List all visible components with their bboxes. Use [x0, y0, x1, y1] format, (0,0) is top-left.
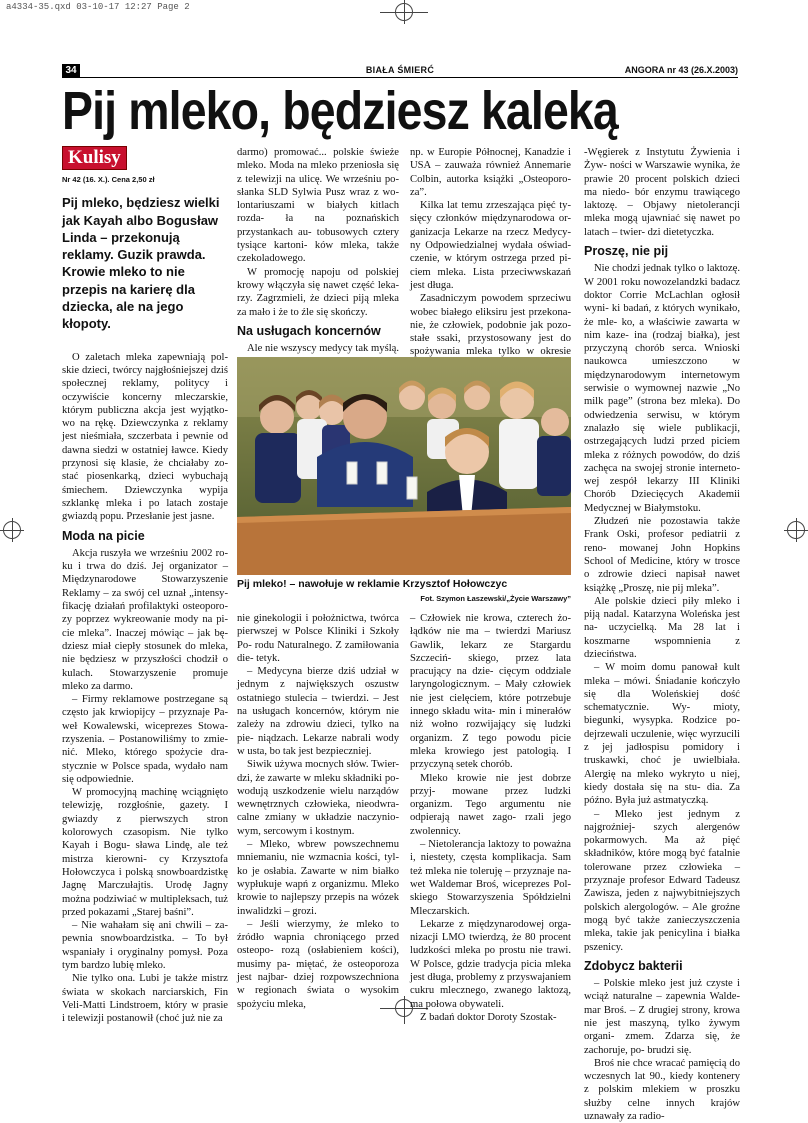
paragraph: Siwik używa mocnych słów. Twier- dzi, że zawarte w mleku składniki po- wodują uszkodzenie wielu narządów wewnętrznych człowieka, nieodwra- calne zmiany w układzie naczynio- wym, sercowym i kostnym.: [237, 759, 399, 837]
column-3-top: [410, 146, 571, 372]
paragraph: np. w Europie Północnej, Kanadzie i USA – zauważa również Annemarie Colbin, autorka książki „Osteoporo- za”.: [410, 147, 571, 198]
photo-illustration: [237, 357, 571, 575]
page-title: Pij mleko, będziesz kaleką: [62, 81, 618, 141]
column-4: [584, 146, 740, 1123]
paragraph: – Jeśli wierzymy, że mleko to źródło wapnia chroniącego przed osteopo- rozą (osłabieniem kości), musimy pa- miętać, że osteoporoza jest najbar- dziej rozpowszechniona w regionach świata o wysokim spożyciu mleka,: [237, 918, 399, 1010]
running-header: [62, 64, 738, 78]
paragraph: W promocyjną machinę wciągnięto telewizję, rozgłośnie, gazety. I gwiazdy z pierwszych stron kolorowych czasopism. Nie tylko Kayah i Bogu- sława Lindę, ale też mistrza kierowni- cy Krzysztofa Hołowczyca i polską snowboardzistkę Jagnę Marczułajtis. Urodę Jagny można podziwiać w multipleksach, tuż przed pokazami „Starej baśni”.: [62, 787, 228, 918]
column-3-bottom: [410, 612, 571, 1024]
paragraph: – W moim domu panował kult mleka – mówi. Śniadanie kończyło się dla Woleńskiej dość schematycznie. Wy- mioty, biegunki, wysypka. Rodzice po- dejrzewali uczulenie, więc wyrzucili z jej jadłospisu pomidory i truskawki, choć je uwielbiała. Alergię na mleko wykryto u niej, kiedy dostała się na stu- dia. Za późno. Była już astmatyczką.: [584, 662, 740, 807]
paragraph: -Węgierek z Instytutu Żywienia i Żyw- ności w Warszawie wynika, że prawie 20 procent polskich dzieci ma niedo- bór enzymu trawiącego laktozę. – Objawy nietolerancji mleka mogą ujawniać się nawet po latach – twier- dzi dietetyczka.: [584, 147, 740, 238]
column-1: [62, 146, 228, 1026]
paragraph: – Nie wahałam się ani chwili – za- pewnia snowboardzistka. – To był wspaniały i oryginalny pomysł. Poza tym bardzo lubię mleko.: [62, 920, 228, 972]
paragraph: nie ginekologii i położnictwa, twórca pierwszej w Polsce Kliniki i Szkoły Po- rodu Naturalnego. Z zamiłowania die- tetyk.: [237, 613, 399, 664]
file-slug: a4334-35.qxd 03-10-17 12:27 Page 2: [6, 2, 190, 12]
paragraph: Nie chodzi jednak tylko o laktozę. W 2001 roku nowozelandzki badacz doktor Corrie McLachlan ogłosił wyni- ki badań, z których wynikało, że mle- ko, a właściwie zawarta w nim kaze- ina (rodzaj białka), jest przyczyną chorób serca. Wnioski naukowca umieszczono w międzynarodowym internetowym serwisie o wymownej nazwie „No milk page” (strona bez mleka). Do odwiedzenia serwisu, w którym znalazło się wiele publikacji, ostrzegających ludzi przed piciem mleka z różnych powodów, do dziś zachęca na swojej stronie interneto- wej zespół lekarzy III Kliniki Chorób Dziecięcych Akademii Medycznej w Białymstoku.: [584, 263, 740, 514]
paragraph: Złudzeń nie pozostawia także Frank Oski, profesor pediatrii z reno- mowanej John Hopkins School of Medicine, który w trosce o zdrowie dzieci napisał nawet książkę „Proszę, nie pij mleka”.: [584, 516, 740, 594]
paragraph: Kilka lat temu zrzeszająca pięć ty- sięcy członków międzynarodowa or- ganizacja Lekarze na rzecz Medycy- ny Odpowiedzialnej wydała oświad- czenie, w którym ostrzega przed pi- ciem mleka. Lista przeciwwskazań jest długa.: [410, 200, 571, 291]
paragraph: – Człowiek nie krowa, czterech żo- łądków nie ma – twierdzi Mariusz Gawlik, lekarz ze Stargardu Szczeciń- skiego, przez lata pracujący na dzie- cięcym oddziale laryngologicznym. – Mały człowiek nie jest cielęciem, które potrzebuje innego składu wita- min i minerałów niż wołno rozwijający się ludzki organizm. Z tego powodu picie mleka krowiego jest patologią. I przyczyną setek chorób.: [410, 613, 571, 771]
paragraph: Lekarze z międzynarodowej orga- nizacji LMO twierdzą, że 80 procent ludzkości mleka po prostu nie trawi. W Polsce, gdzie tradycja picia mleka jest długa, problemy z przyswajaniem cukru mlecznego, zwanego laktozą, ma połowa obywateli.: [410, 918, 571, 1010]
photo-credit: Fot. Szymon Łaszewski/„Życie Warszawy”: [420, 594, 571, 603]
paragraph: Ale nie wszyscy medycy tak myślą.: [247, 343, 399, 355]
paragraph: W promocję napoju od polskiej krowy włączyła się nawet część leka- rzy. Zagrzmieli, że dzieci piją mleka za mało i że to źle się skończy.: [237, 266, 399, 318]
paragraph: Z badań doktor Doroty Szostak-: [420, 1011, 557, 1023]
paragraph: – Mleko jest jednym z najgroźniej- szych alergenów pokarmowych. Ma aż pięć składników, które mogą być fatalnie tolerowane przez człowieka – przyznaje profesor Edward Tadeusz Zawisza, jeden z najwybitniejszych polskich alergologów. – Ale groźne mogą być także zanieczyszczenia mleka, takie jak penicylina i białka pszenicy.: [584, 808, 740, 953]
registration-mark: [787, 521, 805, 539]
paragraph: darmo) promować... polskie świeże mleko. Moda na mleko przeniosła się z telewizji na ulicę. We wrześniu po- słanka SLD Sylwia Pusz wraz z wo- lontariuszami w białych kitlach rozda- ła na poznańskich przystankach au- tobusowych cztery tysiące kartoni- ków mleka, także czekoladowego.: [237, 147, 399, 265]
issue-info: ANGORA nr 43 (26.X.2003): [624, 65, 738, 75]
paragraph: Nie tylko ona. Lubi je także mistrz świata w skokach narciarskich, Fin Veli-Matti Lindstroem, który w prasie i telewizji postanowił (choć już nie za: [62, 973, 228, 1025]
source-caption: Nr 42 (16. X.). Cena 2,50 zł: [62, 175, 155, 184]
paragraph: – Mleko, wbrew powszechnemu mniemaniu, nie wzmacnia kości, tyl- ko je osłabia. Zawarte w nim białko wypłukuje wapń z organizmu. Mleko krowie to najlepszy przepis na wózek inwalidzki – grozi.: [237, 839, 399, 917]
lead-paragraph: Pij mleko, będziesz wielki jak Kayah albo Bogusław Linda – przekonują reklamy. Guzik prawda. Krowie mleko to nie przepis na karierę dla dziecka, ale na jego kłopoty.: [62, 195, 220, 332]
paragraph: O zaletach mleka zapewniają pol- skie dzieci, twórcy najgłośniejszej dziś społecznej reklamy, politycy i oczywiście koncerny mleczarskie, którym publiczna akcja jest wyjątko- wo na rękę. Dziewczynka z reklamy jest nieśmiała, szczerbata i pewnie od dawna siedzi w ostatniej ławce. Kiedy przynosi się klasie, że chciałaby zo- stać piosenkarką, dzieci wybuchają śmiechem. Dziewczynka wypija szklankę mleka i po latach zostaje gwiazdą popu. Przesłanie jest jasne.: [62, 351, 228, 523]
paragraph: Broś nie chce wracać pamięcią do wczesnych lat 90., kiedy kontenery z polskim mlekiem w proszku służby celne innych krajów uznawały za radio-: [584, 1057, 740, 1123]
subheading: Proszę, nie pij: [584, 244, 669, 259]
section-name: BIAŁA ŚMIERĆ: [365, 65, 435, 75]
column-2-top: [237, 146, 399, 382]
paragraph: – Polskie mleko jest już czyste i wciąż naturalne – zapewnia Walde- mar Broś. – Z drugiej strony, krowa nie jest maszyną, tylko żywym organi- zmem. Zdarza się, że zachoruje, po- brudzi się.: [584, 978, 740, 1056]
paragraph: – Nietolerancja laktozy to poważna i, niestety, częsta komplikacja. Sam też mleka nie toleruję – przyznaje na- wet Waldemar Broś, wiceprezes Pol- skiego Stowarzyszenia Spółdzielni Mleczarskich.: [410, 839, 571, 917]
registration-mark: [3, 521, 21, 539]
paragraph: Ale polskie dzieci piły mleko i piją nadal. Katarzyna Woleńska jest na- uczycielką. Ma 28 lat i koszmarne wspomnienia z dzieciństwa.: [584, 595, 740, 660]
article-photo: [237, 357, 571, 575]
source-logo: Kulisy: [62, 146, 127, 170]
column-2-bottom: [237, 612, 399, 1011]
page-number: 34: [62, 64, 80, 78]
subheading: Moda na picie: [62, 528, 145, 543]
photo-caption: Pij mleko! – nawołuje w reklamie Krzysztof Hołowczyc: [237, 578, 508, 590]
subheading: Zdobycz bakterii: [584, 958, 683, 973]
paragraph: Mleko krowie nie jest dobrze przyj- mowane przez ludzki organizm. Tego argumentu nie odpierają nawet zago- rzali jego zwolennicy.: [410, 772, 571, 837]
registration-mark: [395, 3, 413, 21]
paragraph: – Firmy reklamowe postrzegane są często jak krwiopijcy – przyznaje Pa- weł Kowalewski, wiceprezes Stowa- rzyszenia. – Postanowiliśmy to zmie- nić. Mleko, którego spożycie dra- stycznie w Polsce spada, wydało nam się odpowiednie.: [62, 694, 228, 785]
paragraph: Zasadniczym powodem sprzeciwu wobec białego eliksiru jest przekona- nie, że człowiek, podobnie jak pozo- stałe ssaki, przystosowany jest do spożywania mleka tylko w okresie: [410, 293, 571, 358]
subheading: Na usługach koncernów: [237, 323, 381, 338]
paragraph: Akcja ruszyła we wrześniu 2002 ro- ku i trwa do dziś. Jej organizator – Międzynarodowe Stowarzyszenie Reklamy – za swój cel uznał „intensy- fikację działań profilaktyki osteoporo- zy poprzez wykreowanie mody na pi- cie mleka”. Inaczej mówiąc – jak bę- dziesz miał ciepły stosunek do mleka, nie będziesz w przyszłości chodził o kulach. Stowarzyszenie promuje mleko za darmo.: [62, 547, 228, 692]
paragraph: – Medycyna bierze dziś udział w jednym z największych oszustw ostatniego stulecia – twierdzi. – Jest na usługach koncernów, którym nie zależy na zdrowiu dzieci, tylko na pie- niądzach. Lekarze nabrali wody w usta, bo tak jest bezpieczniej.: [237, 666, 399, 757]
